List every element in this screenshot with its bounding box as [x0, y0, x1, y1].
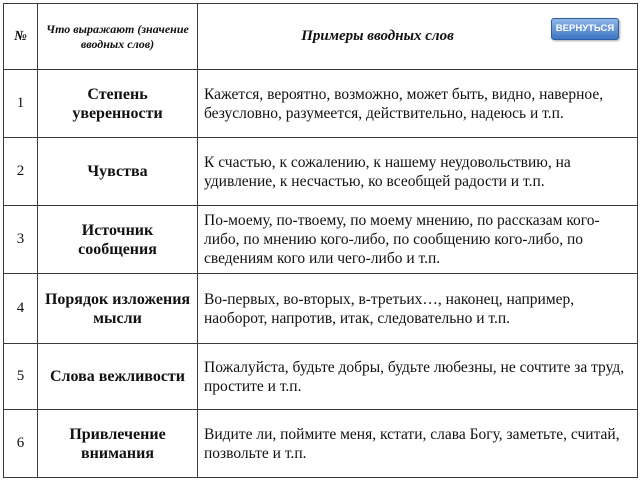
- header-meaning: Что выражают (значение вводных слов): [38, 4, 198, 70]
- header-num: №: [4, 4, 38, 70]
- row-meaning: Источник сообщения: [38, 206, 198, 274]
- row-examples: По-моему, по-твоему, по моему мнению, по рассказам кого- либо, по мнению кого-либо, по сообщению кого-либо, по сведениям кого или чего-либо и т.п.: [198, 206, 638, 274]
- row-examples: Во-первых, во-вторых, в-третьих…, наконец, например, наоборот, напротив, итак, следовательно и т.п.: [198, 274, 638, 344]
- table-row: [4, 138, 638, 206]
- row-meaning: Привлечение внимания: [38, 410, 198, 478]
- row-number: 3: [4, 206, 38, 274]
- row-examples: Видите ли, поймите меня, кстати, слава Богу, заметьте, считай, позвольте и т.п.: [198, 410, 638, 478]
- back-button[interactable]: ВЕРНУТЬСЯ: [551, 18, 619, 40]
- row-meaning: Степень уверенности: [38, 70, 198, 138]
- row-meaning: Слова вежливости: [38, 344, 198, 410]
- table-row: [4, 70, 638, 138]
- row-examples: Пожалуйста, будьте добры, будьте любезны, не сочтите за труд, простите и т.п.: [198, 344, 638, 410]
- row-meaning: Чувства: [38, 138, 198, 206]
- row-number: 2: [4, 138, 38, 206]
- introductory-words-table: [3, 3, 638, 478]
- row-number: 4: [4, 274, 38, 344]
- header-examples: Примеры вводных слов: [301, 28, 454, 44]
- header-row: [4, 4, 638, 70]
- row-number: 5: [4, 344, 38, 410]
- row-number: 6: [4, 410, 38, 478]
- header-examples-cell: [198, 4, 638, 70]
- row-examples: К счастью, к сожалению, к нашему неудовольствию, на удивление, к несчастью, ко всеобщей радости и т.п.: [198, 138, 638, 206]
- table-row: [4, 344, 638, 410]
- row-examples: Кажется, вероятно, возможно, может быть, видно, наверное, безусловно, разумеется, действительно, надеюсь и т.п.: [198, 70, 638, 138]
- table-row: [4, 206, 638, 274]
- row-number: 1: [4, 70, 38, 138]
- table-row: [4, 410, 638, 478]
- table-row: [4, 274, 638, 344]
- row-meaning: Порядок изложения мысли: [38, 274, 198, 344]
